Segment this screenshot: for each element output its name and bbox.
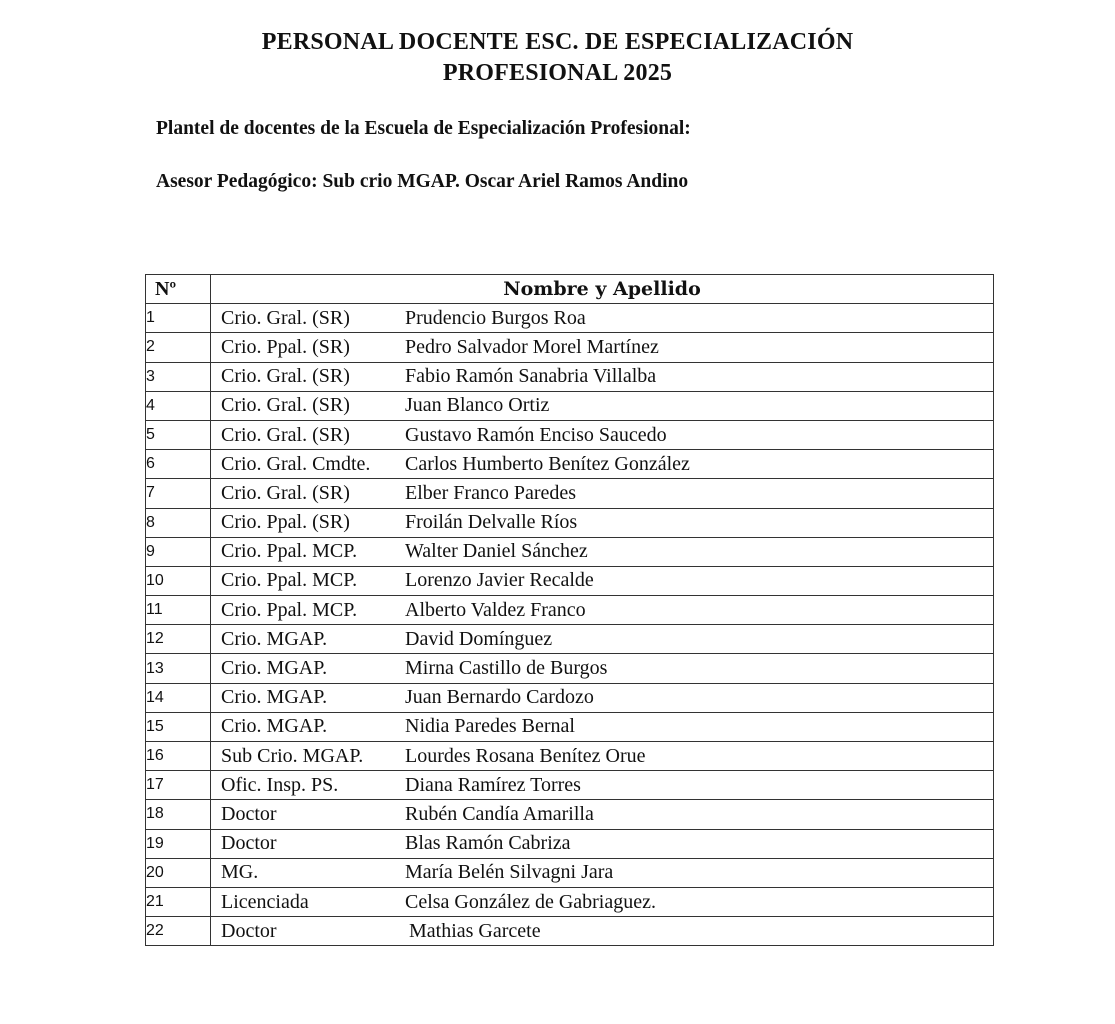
staff-name: Lorenzo Javier Recalde — [405, 569, 594, 592]
table-row — [146, 683, 994, 712]
staff-rank: Crio. MGAP. — [221, 715, 328, 738]
table-row — [146, 858, 994, 887]
staff-cell — [211, 858, 994, 887]
staff-cell — [211, 625, 994, 654]
staff-rank: Crio. MGAP. — [221, 686, 328, 709]
row-number: 5 — [146, 420, 211, 449]
table-row — [146, 829, 994, 858]
row-number: 14 — [146, 683, 211, 712]
staff-name: Froilán Delvalle Ríos — [405, 511, 578, 534]
row-number: 1 — [146, 304, 211, 333]
title-line-2: PROFESIONAL 2025 — [442, 60, 673, 86]
row-number: 2 — [146, 333, 211, 362]
staff-rank: Crio. MGAP. — [221, 627, 328, 650]
row-number: 17 — [146, 771, 211, 800]
title-line-1: PERSONAL DOCENTE ESC. DE ESPECIALIZACIÓN — [261, 29, 854, 55]
staff-name: Juan Blanco Ortiz — [405, 394, 550, 417]
staff-rank: Licenciada — [221, 890, 309, 913]
table-row — [146, 712, 994, 741]
row-number: 12 — [146, 625, 211, 654]
table-header-row — [146, 275, 994, 304]
row-number: 18 — [146, 800, 211, 829]
staff-cell — [211, 450, 994, 479]
row-number: 22 — [146, 917, 211, 946]
staff-name: Prudencio Burgos Roa — [405, 306, 586, 329]
staff-name: Celsa González de Gabriaguez. — [405, 890, 656, 913]
table-row — [146, 654, 994, 683]
row-number: 20 — [146, 858, 211, 887]
staff-cell — [211, 333, 994, 362]
staff-cell — [211, 742, 994, 771]
table-row — [146, 887, 994, 916]
staff-cell — [211, 508, 994, 537]
row-number: 11 — [146, 596, 211, 625]
table-row — [146, 800, 994, 829]
name-column-header: Nombre y Apellido — [211, 275, 994, 304]
staff-rank: Crio. Ppal. (SR) — [221, 511, 350, 534]
staff-rank: Crio. Gral. (SR) — [221, 394, 350, 417]
staff-name: Blas Ramón Cabriza — [405, 832, 571, 855]
table-row — [146, 450, 994, 479]
staff-table — [145, 274, 994, 946]
staff-cell — [211, 566, 994, 595]
row-number: 9 — [146, 537, 211, 566]
staff-cell — [211, 771, 994, 800]
document-title — [0, 27, 1115, 89]
table-row — [146, 362, 994, 391]
staff-rank: Doctor — [221, 802, 277, 825]
table-row — [146, 771, 994, 800]
staff-rank: Crio. Gral. Cmdte. — [221, 452, 371, 475]
table-row — [146, 508, 994, 537]
staff-cell — [211, 800, 994, 829]
staff-name: Diana Ramírez Torres — [405, 773, 581, 796]
staff-name: Walter Daniel Sánchez — [405, 540, 588, 563]
staff-name: Elber Franco Paredes — [405, 481, 577, 504]
staff-name: María Belén Silvagni Jara — [405, 861, 614, 884]
table-row — [146, 537, 994, 566]
staff-cell — [211, 304, 994, 333]
staff-rank: Crio. Ppal. MCP. — [221, 540, 358, 563]
row-number: 10 — [146, 566, 211, 595]
staff-cell — [211, 391, 994, 420]
staff-name: Rubén Candía Amarilla — [405, 802, 594, 825]
staff-rank: Crio. Ppal. (SR) — [221, 335, 350, 358]
table-row — [146, 742, 994, 771]
table-row — [146, 391, 994, 420]
staff-rank: Doctor — [221, 832, 277, 855]
staff-cell — [211, 420, 994, 449]
pedagogical-advisor: Asesor Pedagógico: Sub crio MGAP. Oscar Ariel Ramos Andino — [156, 171, 689, 192]
staff-name: Fabio Ramón Sanabria Villalba — [405, 365, 657, 388]
staff-rank: Crio. Gral. (SR) — [221, 365, 350, 388]
staff-rank: Crio. Gral. (SR) — [221, 306, 350, 329]
row-number: 15 — [146, 712, 211, 741]
staff-cell — [211, 537, 994, 566]
table-row — [146, 566, 994, 595]
staff-name: Mathias Garcete — [409, 919, 541, 942]
staff-name: Nidia Paredes Bernal — [405, 715, 575, 738]
table-row — [146, 479, 994, 508]
row-number: 3 — [146, 362, 211, 391]
staff-cell — [211, 829, 994, 858]
staff-rank: Crio. Gral. (SR) — [221, 481, 350, 504]
staff-rank: Ofic. Insp. PS. — [221, 773, 339, 796]
staff-cell — [211, 683, 994, 712]
staff-name: Carlos Humberto Benítez González — [405, 452, 690, 475]
staff-rank: MG. — [221, 861, 259, 884]
staff-subtitle: Plantel de docentes de la Escuela de Especialización Profesional: — [156, 118, 691, 139]
staff-name: Alberto Valdez Franco — [405, 598, 586, 621]
staff-rank: Crio. MGAP. — [221, 657, 328, 680]
staff-rank: Crio. Gral. (SR) — [221, 423, 350, 446]
table-row — [146, 596, 994, 625]
staff-name: Lourdes Rosana Benítez Orue — [405, 744, 646, 767]
row-number: 21 — [146, 887, 211, 916]
staff-name: Pedro Salvador Morel Martínez — [405, 335, 659, 358]
staff-cell — [211, 712, 994, 741]
staff-rank: Doctor — [221, 919, 277, 942]
table-row — [146, 917, 994, 946]
row-number: 13 — [146, 654, 211, 683]
row-number: 7 — [146, 479, 211, 508]
number-column-header: Nº — [146, 275, 211, 304]
staff-cell — [211, 362, 994, 391]
staff-cell — [211, 596, 994, 625]
row-number: 19 — [146, 829, 211, 858]
row-number: 6 — [146, 450, 211, 479]
staff-rank: Crio. Ppal. MCP. — [221, 598, 358, 621]
staff-rank: Sub Crio. MGAP. — [221, 744, 364, 767]
row-number: 8 — [146, 508, 211, 537]
staff-cell — [211, 654, 994, 683]
table-row — [146, 333, 994, 362]
staff-name: Gustavo Ramón Enciso Saucedo — [405, 423, 667, 446]
table-row — [146, 304, 994, 333]
row-number: 16 — [146, 742, 211, 771]
staff-cell — [211, 917, 994, 946]
staff-name: David Domínguez — [405, 627, 553, 650]
staff-cell — [211, 887, 994, 916]
staff-name: Mirna Castillo de Burgos — [405, 657, 608, 680]
staff-cell — [211, 479, 994, 508]
row-number: 4 — [146, 391, 211, 420]
staff-rank: Crio. Ppal. MCP. — [221, 569, 358, 592]
staff-name: Juan Bernardo Cardozo — [405, 686, 594, 709]
table-row — [146, 625, 994, 654]
table-row — [146, 420, 994, 449]
